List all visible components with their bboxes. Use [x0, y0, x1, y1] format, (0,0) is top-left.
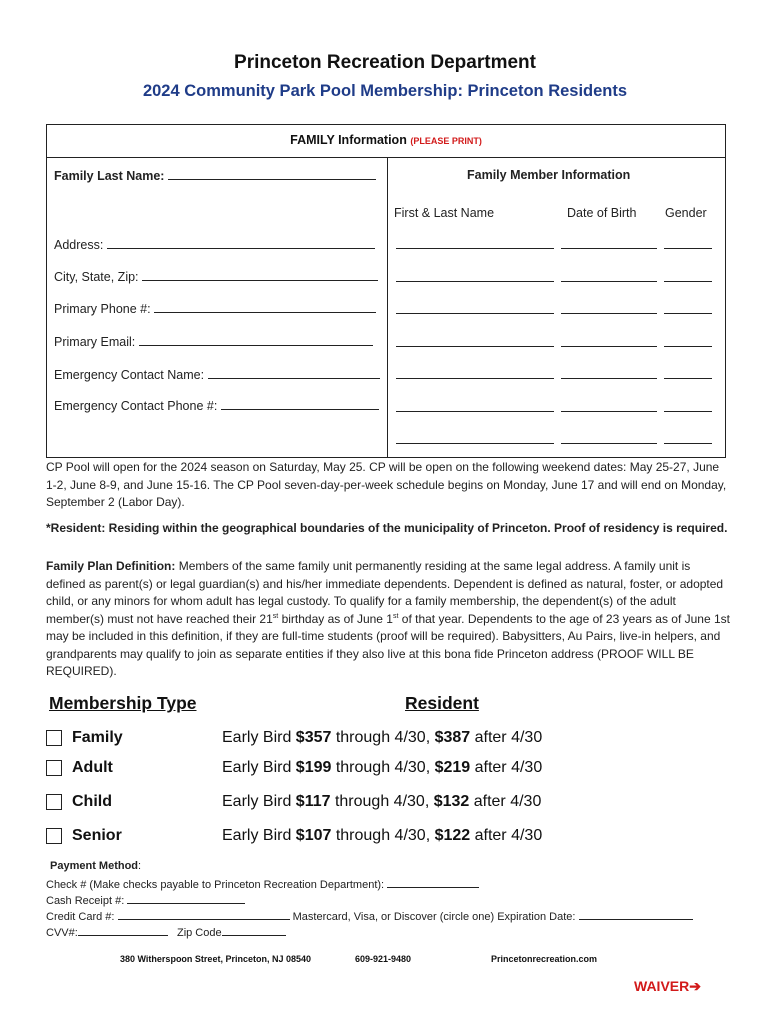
price-child: Early Bird $117 through 4/30, $132 after 4/30	[222, 793, 542, 810]
member-name-line[interactable]	[396, 378, 554, 379]
member-gender-line[interactable]	[664, 378, 712, 379]
membership-type-senior: Senior	[72, 827, 122, 844]
price-senior: Early Bird $107 through 4/30, $122 after 4/30	[222, 827, 543, 844]
membership-type-child: Child	[72, 793, 112, 810]
member-name-line[interactable]	[396, 411, 554, 412]
schedule-note: CP Pool will open for the 2024 season on Saturday, May 25. CP will be open on the following weekend dates: May 25-27, June 1-2, June 8-9, and June 15-16. The CP Pool seven-day-per-week schedule begins on Monday, June 17 and will end on Monday, September 2 (Labor Day).	[46, 460, 727, 509]
member-gender-line[interactable]	[664, 346, 712, 347]
page-subtitle: 2024 Community Park Pool Membership: Princeton Residents	[142, 82, 628, 100]
membership-type-heading: Membership Type	[49, 693, 197, 713]
membership-type-adult: Adult	[72, 759, 113, 776]
family-last-name-field[interactable]: Family Last Name:	[54, 168, 376, 183]
adult-checkbox[interactable]	[46, 760, 62, 776]
resident-heading: Resident	[405, 693, 479, 713]
emergency-contact-phone-field[interactable]: Emergency Contact Phone #:	[54, 398, 379, 413]
column-dob: Date of Birth	[567, 206, 637, 220]
cvv-zip-field[interactable]: CVV#: Zip Code	[46, 925, 286, 939]
check-number-field[interactable]: Check # (Make checks payable to Princeton Recreation Department):	[46, 877, 479, 891]
price-adult: Early Bird $199 through 4/30, $219 after 4/30	[222, 759, 543, 776]
member-gender-line[interactable]	[664, 411, 712, 412]
primary-email-field[interactable]: Primary Email:	[54, 334, 373, 349]
credit-card-field[interactable]: Credit Card #: Mastercard, Visa, or Discover (circle one) Expiration Date:	[46, 909, 693, 923]
footer-phone: 609-921-9480	[355, 954, 412, 964]
member-dob-line[interactable]	[561, 443, 657, 444]
family-checkbox[interactable]	[46, 730, 62, 746]
payment-method-heading: Payment Method:	[50, 860, 142, 872]
resident-definition: *Resident: Residing within the geographical boundaries of the municipality of Princeton. Proof of residency is required.	[46, 521, 728, 535]
primary-phone-field[interactable]: Primary Phone #:	[54, 301, 376, 316]
family-info-heading: FAMILY Information (PLEASE PRINT)	[290, 133, 482, 147]
emergency-contact-name-field[interactable]: Emergency Contact Name:	[54, 367, 380, 382]
member-gender-line[interactable]	[664, 443, 712, 444]
member-dob-line[interactable]	[561, 248, 657, 249]
price-family: Early Bird $357 through 4/30, $387 after 4/30	[222, 729, 543, 746]
member-name-line[interactable]	[396, 281, 554, 282]
member-gender-line[interactable]	[664, 281, 712, 282]
child-checkbox[interactable]	[46, 794, 62, 810]
page-title: Princeton Recreation Department	[234, 52, 536, 73]
please-print-note: (PLEASE PRINT)	[410, 136, 482, 146]
member-name-line[interactable]	[396, 313, 554, 314]
column-name: First & Last Name	[394, 206, 495, 220]
membership-type-family: Family	[72, 729, 123, 746]
member-dob-line[interactable]	[561, 346, 657, 347]
member-gender-line[interactable]	[664, 313, 712, 314]
arrow-right-icon: ➔	[689, 978, 701, 994]
member-dob-line[interactable]	[561, 281, 657, 282]
family-member-heading: Family Member Information	[467, 168, 631, 182]
waiver-link[interactable]: WAIVER➔	[634, 978, 701, 994]
city-state-zip-field[interactable]: City, State, Zip:	[54, 269, 378, 284]
family-plan-definition: Family Plan Definition: Members of the same family unit permanently residing at the same legal address. A family unit is defined as parent(s) or legal guardian(s) and his/her immediate dependents. Dependent is defined as natural, foster, or adopted child, or any minors for whom adult has legal custody. To qualify for a family membership, the dependent(s) of the adult member(s) must not have reached their 21st birthday as of June 1st of that year. Dependents to the age of 23 years as of June 1st may be included in this definition, if they are full-time students (proof will be required). Babysitters, Au Pairs, live-in helpers, and grandparents may qualify to join as separate entities if they also live at this bona fide Princeton address (PROOF WILL BE REQUIRED).	[46, 559, 730, 678]
member-dob-line[interactable]	[561, 313, 657, 314]
member-name-line[interactable]	[396, 248, 554, 249]
member-gender-line[interactable]	[664, 248, 712, 249]
address-field[interactable]: Address:	[54, 237, 375, 252]
cash-receipt-field[interactable]: Cash Receipt #:	[46, 893, 245, 907]
member-dob-line[interactable]	[561, 411, 657, 412]
member-dob-line[interactable]	[561, 378, 657, 379]
member-name-line[interactable]	[396, 443, 554, 444]
senior-checkbox[interactable]	[46, 828, 62, 844]
member-name-line[interactable]	[396, 346, 554, 347]
footer-address: 380 Witherspoon Street, Princeton, NJ 08540	[120, 954, 311, 964]
column-gender: Gender	[665, 206, 707, 220]
footer-website[interactable]: Princetonrecreation.com	[491, 954, 598, 964]
